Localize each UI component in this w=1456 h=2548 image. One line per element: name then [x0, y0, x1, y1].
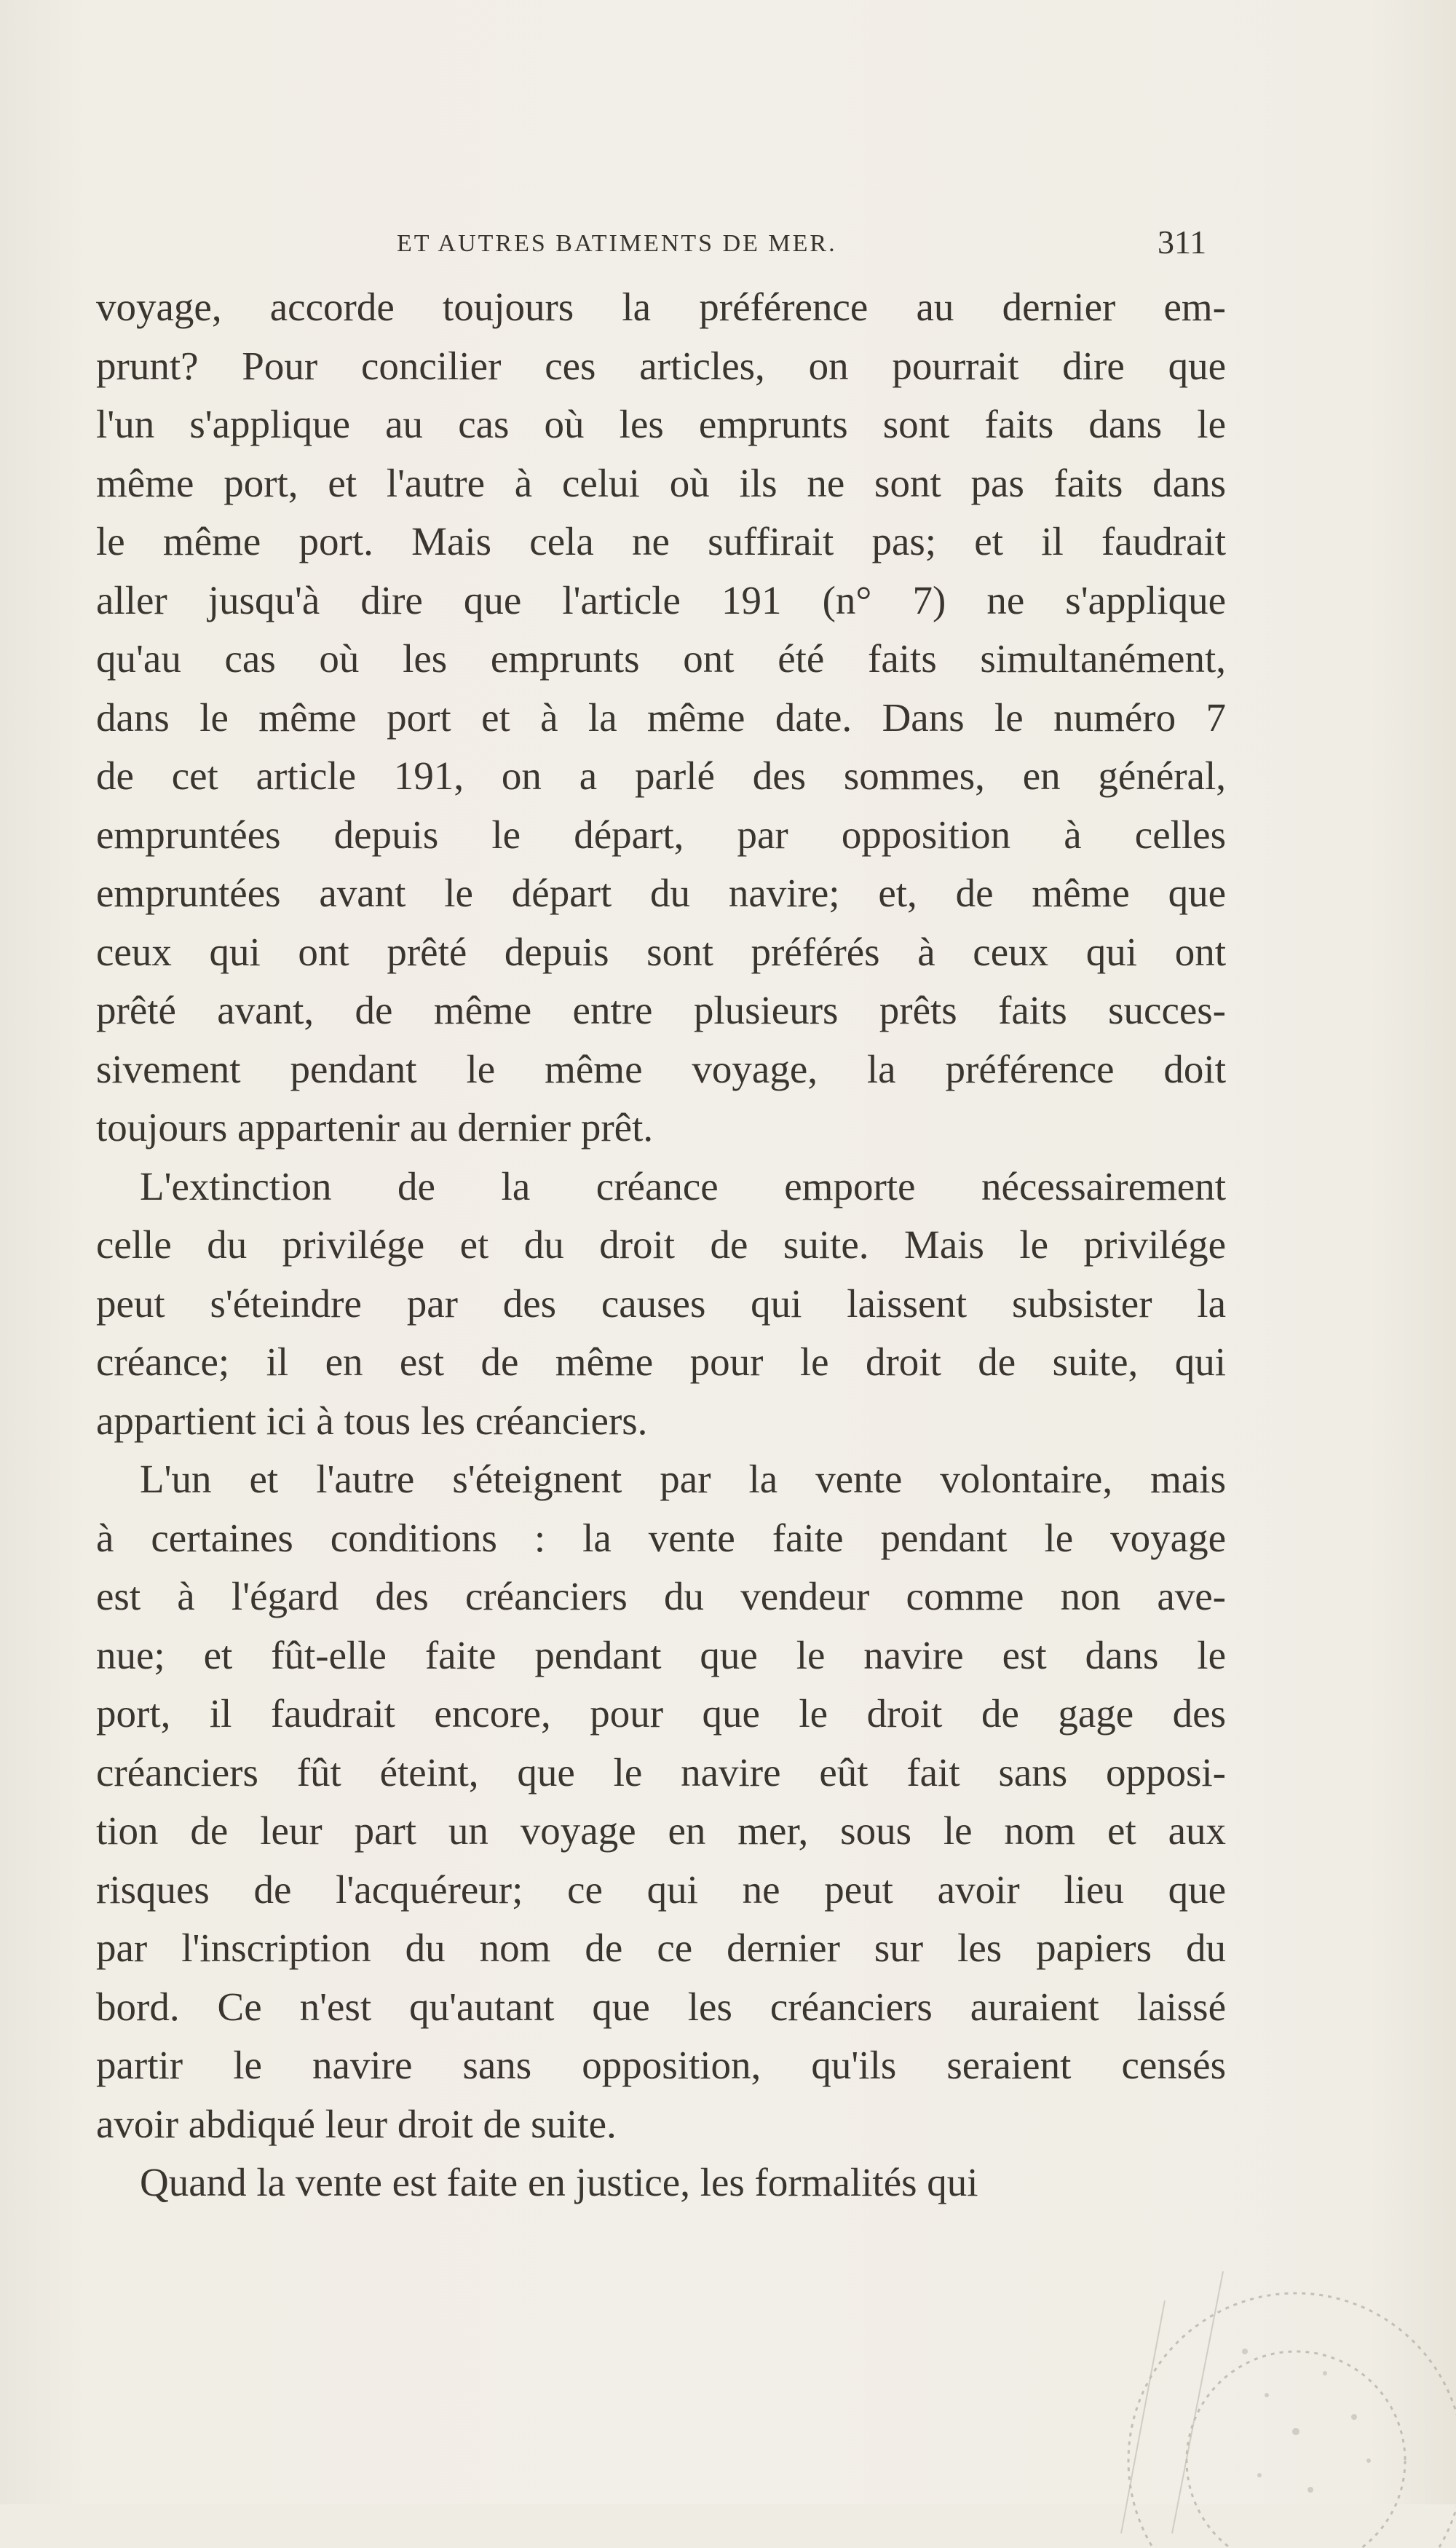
text-line: voyage, accorde toujours la préférence au dernier em-: [96, 285, 1226, 329]
text-line: le même port. Mais cela ne suffirait pas; et il faudrait: [96, 519, 1226, 563]
page-header: [0, 218, 1456, 269]
text-line: même port, et l'autre à celui où ils ne sont pas faits dans: [96, 460, 1226, 505]
text-line: aller jusqu'à dire que l'article 191 (n° 7) ne s'applique: [96, 577, 1226, 622]
text-line: partir le navire sans opposition, qu'ils seraient censés: [96, 2043, 1226, 2087]
text-line: risques de l'acquéreur; ce qui ne peut avoir lieu que: [96, 1867, 1226, 1912]
text-line: de cet article 191, on a parlé des sommes, en général,: [96, 753, 1226, 798]
library-stamp: [1077, 2242, 1456, 2548]
text-line: est à l'égard des créanciers du vendeur comme non ave-: [96, 1574, 1226, 1618]
running-head: ET AUTRES BATIMENTS DE MER.: [397, 230, 837, 257]
text-line: empruntées avant le départ du navire; et, de même que: [96, 871, 1226, 915]
text-line: par l'inscription du nom de ce dernier sur les papiers du: [96, 1926, 1226, 1970]
text-line: dans le même port et à la même date. Dans le numéro 7: [96, 695, 1226, 740]
text-line: prêté avant, de même entre plusieurs prêts faits succes-: [96, 988, 1226, 1032]
text-line: tion de leur part un voyage en mer, sous le nom et aux: [96, 1808, 1226, 1853]
text-line: l'un s'applique au cas où les emprunts sont faits dans le: [96, 402, 1226, 446]
text-line: L'extinction de la créance emporte nécessairement: [140, 1163, 1226, 1208]
text-line: toujours appartenir au dernier prêt.: [96, 1105, 654, 1150]
text-line: prunt? Pour concilier ces articles, on pourrait dire que: [96, 343, 1226, 388]
text-line: bord. Ce n'est qu'autant que les créanciers auraient laissé: [96, 1984, 1226, 2029]
body-text: [96, 278, 1226, 2212]
text-line: Quand la vente est faite en justice, les formalités qui: [140, 2160, 978, 2204]
text-line: créanciers fût éteint, que le navire eût fait sans opposi-: [96, 1749, 1226, 1795]
text-line: port, il faudrait encore, pour que le droit de gage des: [96, 1691, 1226, 1736]
page-number: 311: [1158, 223, 1207, 261]
text-line: peut s'éteindre par des causes qui laissent subsister la: [96, 1281, 1226, 1326]
text-line: sivement pendant le même voyage, la préférence doit: [96, 1046, 1226, 1091]
text-line: appartient ici à tous les créanciers.: [96, 1398, 648, 1443]
text-line: empruntées depuis le départ, par opposition à celles: [96, 812, 1226, 857]
text-line: avoir abdiqué leur droit de suite.: [96, 2101, 617, 2146]
text-line: celle du privilége et du droit de suite. Mais le privilége: [96, 1222, 1226, 1267]
text-line: qu'au cas où les emprunts ont été faits simultanément,: [96, 636, 1226, 681]
text-line: ceux qui ont prêté depuis sont préférés à ceux qui ont: [96, 929, 1226, 974]
text-line: nue; et fût-elle faite pendant que le navire est dans le: [96, 1632, 1226, 1677]
text-line: à certaines conditions : la vente faite pendant le voyage: [96, 1515, 1226, 1560]
text-line: créance; il en est de même pour le droit de suite, qui: [96, 1340, 1226, 1384]
text-line: L'un et l'autre s'éteignent par la vente volontaire, mais: [140, 1457, 1226, 1501]
